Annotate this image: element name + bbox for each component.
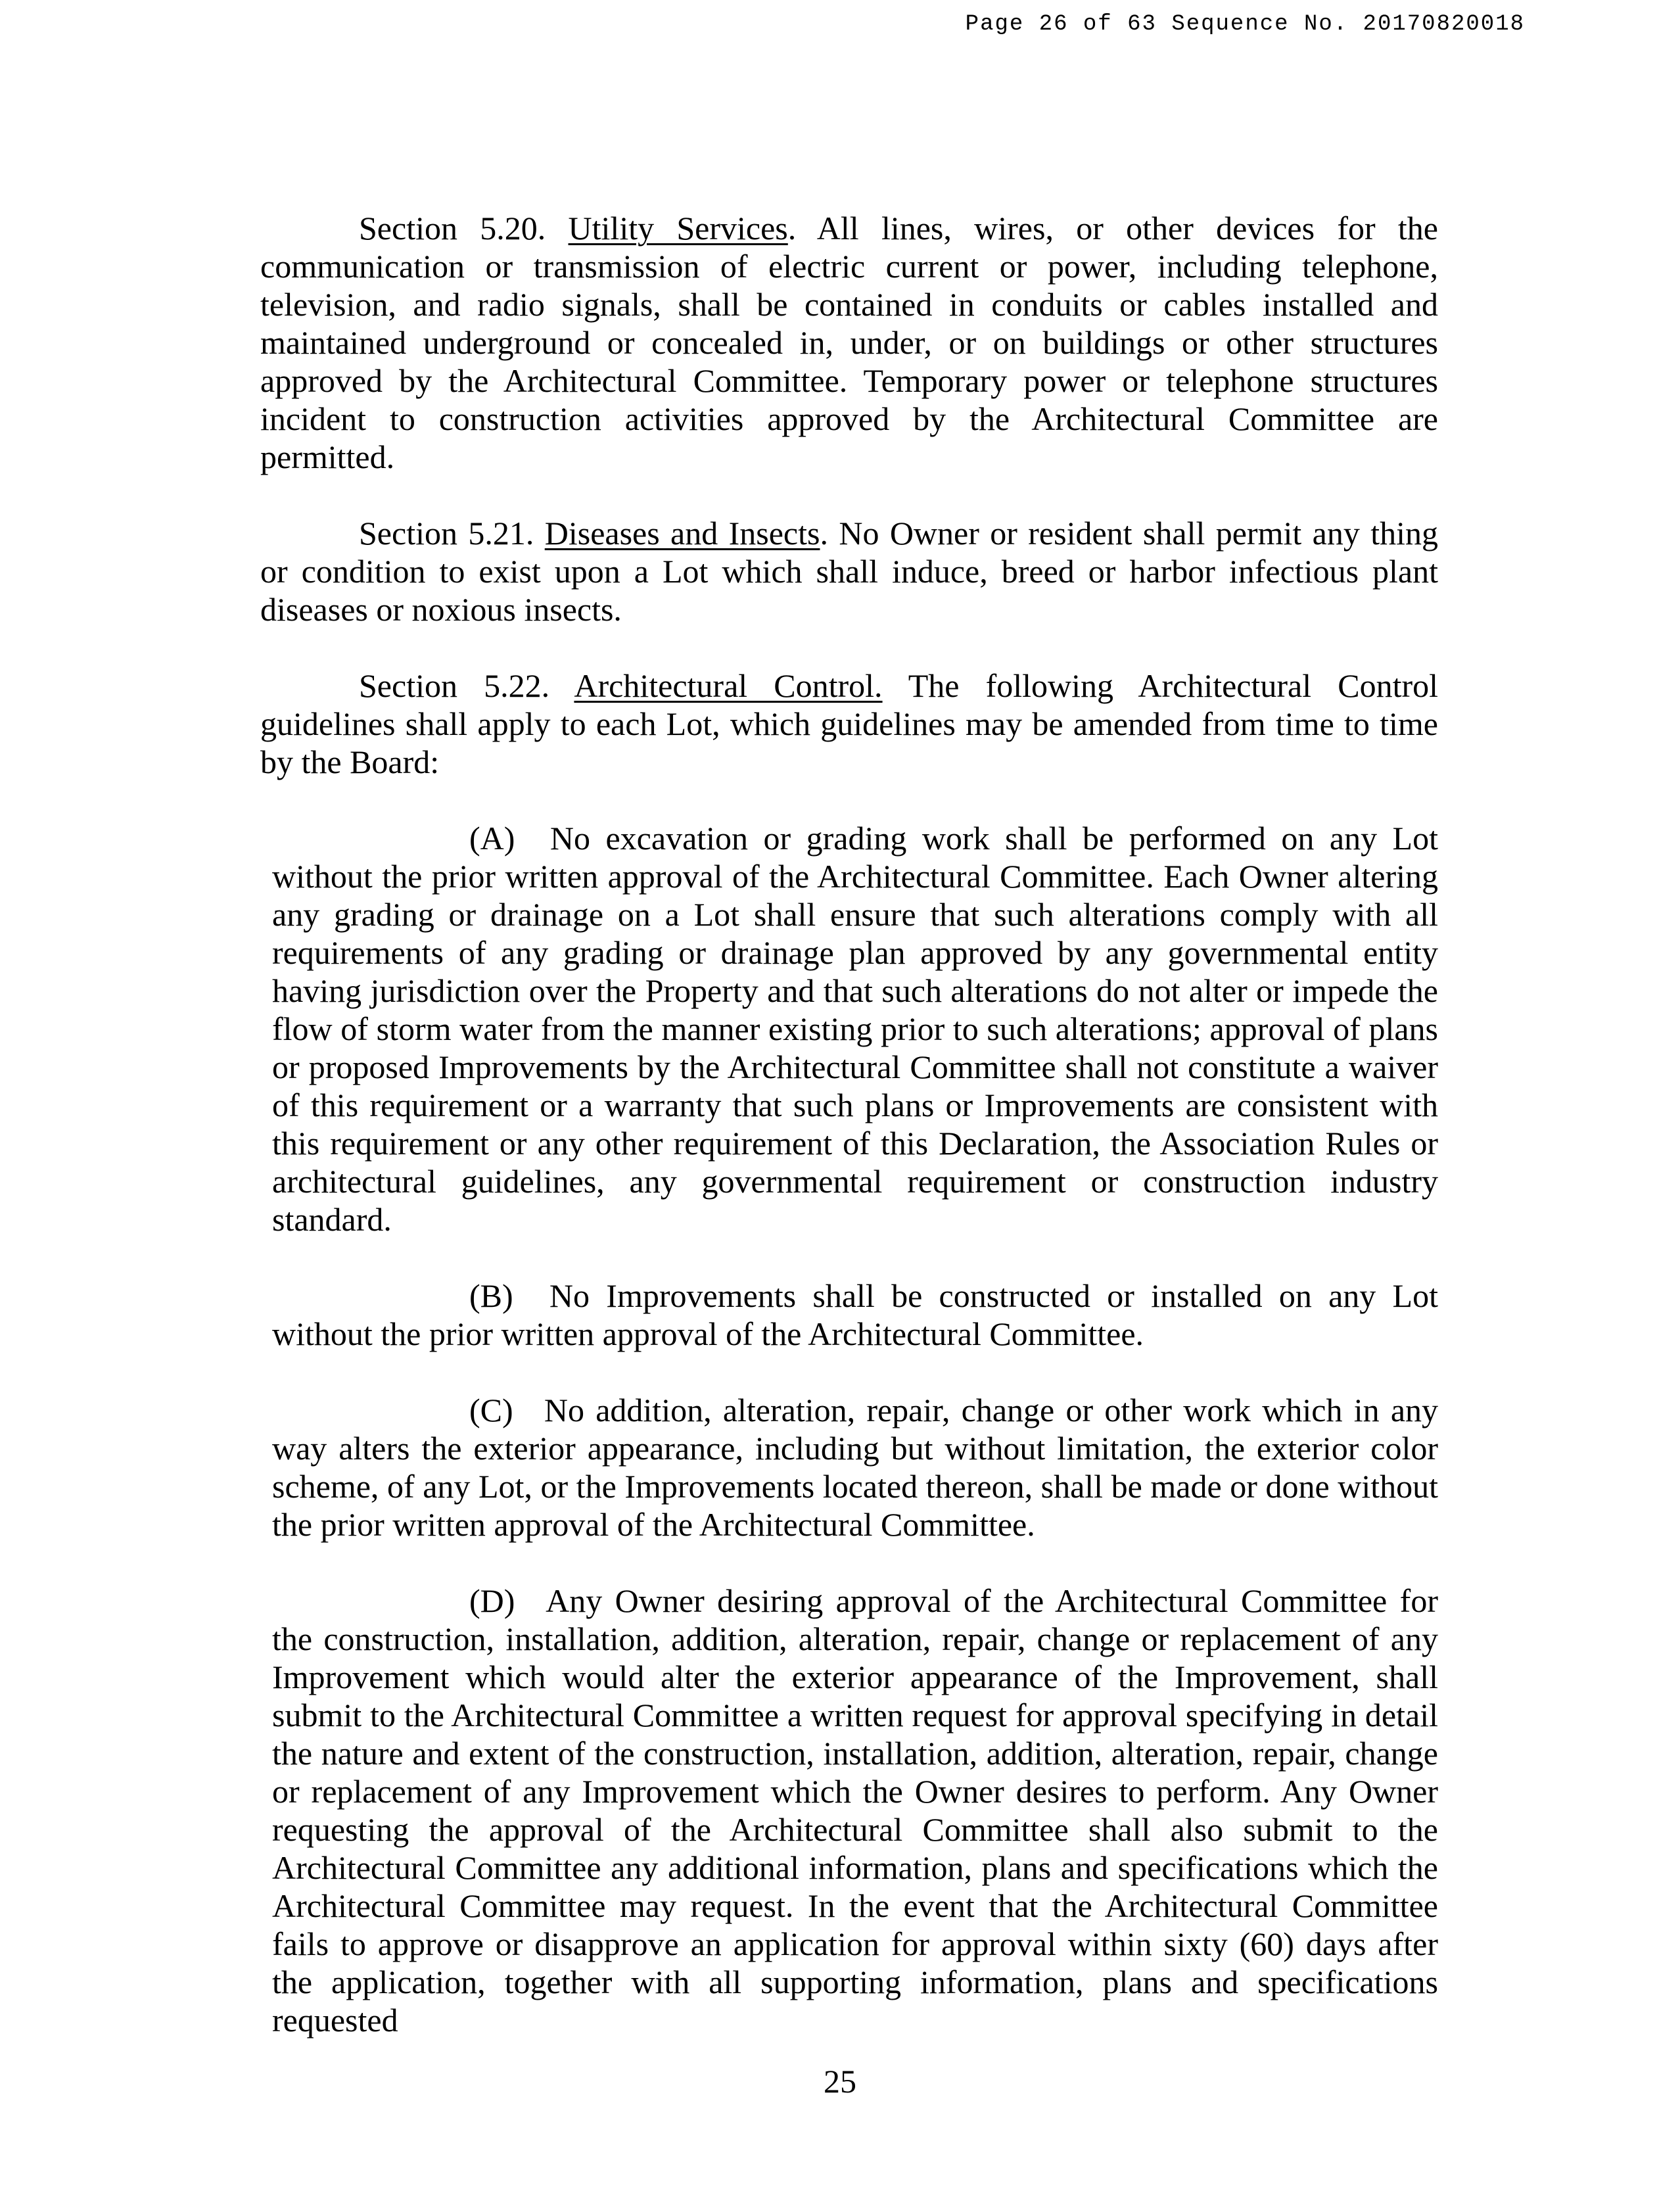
subsection-c [272, 1391, 1438, 1544]
section-title: Architectural Control. [574, 667, 883, 704]
page-number: 25 [824, 2063, 856, 2100]
section-number: Section 5.21. [359, 515, 534, 552]
subsection-a [272, 819, 1438, 1238]
section-number: Section 5.20. [359, 210, 546, 247]
subsection-d [272, 1582, 1438, 2039]
section-number: Section 5.22. [359, 667, 550, 704]
subsection-text: No excavation or grading work shall be performed on any Lot without the prior written approval of the Architectural Committee. Each Owner altering any grading or drainage on a Lot shall ensure that such alterations comply with all requirements of any grading or drainage plan approved by any governmental entity having jurisdiction over the Property and that such alterations do not alter or impede the flow of storm water from the manner existing prior to such alterations; approval of plans or proposed Improvements by the Architectural Committee shall not constitute a waiver of this requirement or a warranty that such plans or Improvements are consistent with this requirement or any other requirement of this Declaration, the Association Rules or architectural guidelines, any governmental requirement or construction industry standard. [272, 820, 1438, 1238]
subsection-label: (C) [469, 1392, 513, 1428]
section-title: Utility Services [568, 210, 788, 247]
section-text: All lines, wires, or other devices for the communication or transmission of electric current or power, including telephone, television, and radio signals, shall be contained in conduits or cables installed and maintained underground or concealed in, under, or on buildings or other structures approved by the Architectural Committee. Temporary power or telephone structures incident to construction activities approved by the Architectural Committee are permitted. [260, 210, 1439, 475]
section-text: No Owner or resident shall permit any thing or condition to exist upon a Lot which shall induce, breed or harbor infectious plant diseases or noxious insects. [260, 515, 1438, 628]
section-5-22 [260, 667, 1438, 781]
subsection-label: (D) [469, 1582, 515, 1619]
subsection-b [272, 1277, 1438, 1353]
subsection-label: (B) [469, 1277, 513, 1314]
subsection-text: Any Owner desiring approval of the Architectural Committee for the construction, installation, addition, alteration, repair, change or replacement of any Improvement which would alter the exterior appearance of the Improvement, shall submit to the Architectural Committee a written request for approval specifying in detail the nature and extent of the construction, installation, addition, alteration, repair, change or replacement of any Improvement which the Owner desires to perform. Any Owner requesting the approval of the Architectural Committee shall also submit to the Architectural Committee any additional information, plans and specifications which the Architectural Committee may request. In the event that the Architectural Committee fails to approve or disapprove an application for approval within sixty (60) days after the application, together with all supporting information, plans and specifications requested [272, 1582, 1438, 2039]
section-5-21 [260, 514, 1438, 628]
subsection-label: (A) [469, 820, 515, 857]
page-sequence-header: Page 26 of 63 Sequence No. 20170820018 [965, 12, 1525, 37]
section-5-20 [260, 209, 1438, 476]
section-title-punct: . [787, 210, 797, 247]
subsection-text: No Improvements shall be constructed or installed on any Lot without the prior written approval of the Architectural Committee. [272, 1277, 1438, 1352]
section-text: The following Architectural Control guidelines shall apply to each Lot, which guidelines may be amended from time to time by the Board: [260, 667, 1438, 780]
section-title-punct: . [820, 515, 828, 552]
section-title: Diseases and Insects [544, 515, 820, 552]
subsection-text: No addition, alteration, repair, change or other work which in any way alters the exterior appearance, including but without limitation, the exterior color scheme, of any Lot, or the Improvements located thereon, shall be made or done without the prior written approval of the Architectural Committee. [272, 1392, 1439, 1543]
document-body [260, 209, 1438, 2077]
